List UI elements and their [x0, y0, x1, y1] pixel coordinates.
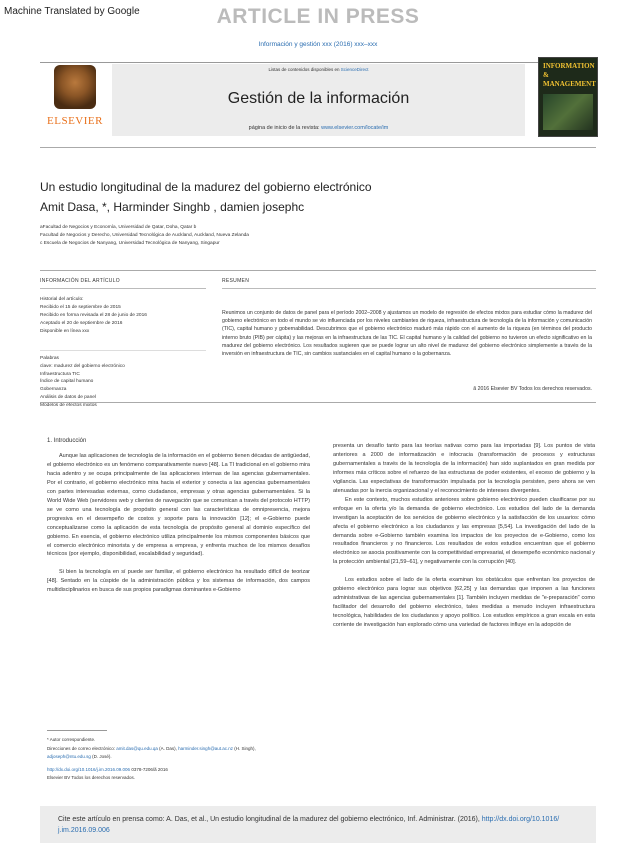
body-right-column — [333, 442, 595, 630]
homepage-link[interactable]: www.elsevier.com/locate/im — [321, 125, 389, 131]
footnote-doi — [47, 766, 317, 782]
journal-homepage — [112, 125, 525, 131]
keyword: Gobernanza — [40, 387, 67, 393]
paragraph: Los estudios sobre el lado de la oferta examinan los obstáculos que enfrentan los proyectos de gobierno electrónico para lograr sus objetivos [62,25] y las demandas que imponen a las funciones administrativas de las agencias gubernamentales [1]. También incluyen medidas de "e-preparación" como facilitador del desarrollo del gobierno electrónico, tales medidas a menudo incluyen infraestructura tecnológica, habilidades de los ciudadanos y apoyo político. Los estudios empíricos a gran escala en esta corriente de investigación han explorado cómo una variedad de factores influye en la adopción de — [333, 577, 595, 629]
paragraph: En este contexto, muchos estudios anteriores sobre gobierno electrónico pueden clasificarse por su enfoque en la oferta y/o la demanda de gobierno electrónico. Los estudios del lado de la demanda investigan la aceptación de los servicios de gobierno electrónico y la satisfacción de los usuarios: cómo afecta el gobierno electrónico a los ciudadanos y las empresas [5,54]. La investigación del lado de la demanda sobre e-Gobierno también examina los impactos de los proyectos de e-Gobierno, como los resultados financieros y no financieros. Los resultados de estos estudios encuentran que el gobierno electrónico se asocia positivamente con la competitividad empresarial, el desempeño económico nacional y la protección ambiental [21,59–61], y negativamente con la corrupción [40]. — [333, 496, 596, 566]
contents-line — [112, 67, 525, 72]
divider — [40, 288, 206, 289]
issn: 0378-7206/ã 2016 — [131, 767, 168, 772]
email-link[interactable]: amit.das@qu.edu.qa — [116, 745, 158, 751]
elsevier-tree-icon — [54, 65, 96, 109]
affiliation-a: aFacultad de Negocios y Economía, Universidad de Qatar, Doha, Qatar b — [40, 225, 197, 230]
article-in-press-banner: ARTICLE IN PRESS — [216, 5, 420, 28]
abstract-text: Reunimos un conjunto de datos de panel para el período 2002–2008 y ajustamos un modelo de regresión de efectos mixtos para estudiar cómo la madurez del gobierno electrónico en todo el mundo se vio influenciada por los niveles cambiantes de riqueza, infraestructura de tecnología de la información y comunicación (TIC), capital humano y gobernabilidad. Descubrimos que el gobierno electrónico maduró más rápido con el aumento de la riqueza (en términos del producto interno bruto (PIB) per cápita) y las mejoras en la infraestructura de las TIC. El capital humano y la calidad del gobierno no tuvieron un efecto significativo en la madurez del gobierno electrónico. Los resultados sugieren que se puede lograr un alto nivel de madurez del gobierno electrónico simplemente a través de la inversión en infraestructura de TIC, sin cambios sustanciales en el capital humano o la gobernanza. — [222, 310, 592, 358]
abstract-heading: RESUMEN — [222, 278, 250, 284]
article-history — [40, 296, 147, 336]
keyword: Modelos de efectos mixtos — [40, 402, 97, 408]
divider — [40, 350, 206, 351]
history-item: Disponible en línea xxx — [40, 329, 90, 334]
email-link[interactable]: adjoseph@ntu.edu.sg — [47, 754, 91, 759]
doi-link[interactable]: http://dx.doi.org/10.1016/j.im.2016.09.006 — [47, 767, 131, 772]
homepage-text: página de inicio de la revista: — [248, 125, 322, 131]
keyword: Análisis de datos de panel — [40, 394, 97, 400]
keyword: clave: madurez del gobierno electrónico — [40, 363, 125, 369]
paragraph: presenta un desafío tanto para las teorías nativas como para las importadas [9]. Los puntos de vista anteriores a 2000 de informatización e infocracia (transformación de procesos y estructuras gubernamentales a través de la tecnología de la información) han sido suplantados en gran medida por informes más críticos sobre el refuerzo de las estructuras de poder existentes, el exceso de gobierno y la vigilancia. Las expectativas de transformación impulsada por la tecnología persisten, pero ahora se ven atenuadas por la inercia organizacional y el reconocimiento de intereses divergentes. — [333, 443, 595, 494]
elsevier-wordmark: ELSEVIER — [47, 115, 103, 127]
rights-reserved: Elsevier BV Todos los derechos reservados. — [47, 775, 135, 780]
paragraph: Si bien la tecnología en sí puede ser familiar, el gobierno electrónico ha resultado difícil de teorizar [48]. Sentado en la cúspide de la administración pública y los sistemas de información, dos campos multidisciplinarios en busca de sus propios paradigmas dominantes e-Gobierno — [47, 569, 310, 594]
journal-cover — [538, 57, 598, 137]
citation-box — [40, 806, 596, 843]
history-item: Recibido en forma revisada el 28 de junio de 2016 — [40, 313, 147, 318]
divider — [222, 288, 596, 289]
affiliation-b: Facultad de Negocios y Derecho, Universidad Tecnológica de Auckland, Auckland, Nueva Zelanda — [40, 233, 249, 238]
journal-title: Gestión de la información — [227, 90, 410, 107]
footnote-correspondence — [47, 736, 317, 762]
keyword: Infraestructura TIC — [40, 371, 80, 377]
google-translate-label: Machine Translated by Google — [4, 6, 140, 17]
elsevier-logo — [42, 63, 108, 135]
history-item: Recibido el 15 de septiembre de 2015 — [40, 305, 121, 310]
divider — [40, 147, 596, 148]
keyword: Índice de capital humano — [40, 379, 94, 385]
journal-reference[interactable]: Información y gestión xxx (2016) xxx–xxx — [258, 41, 378, 48]
article-info-heading: INFORMACIÓN DEL ARTÍCULO — [40, 278, 120, 284]
email-addresses: Direcciones de correo electrónico: amit.das@qu.edu.qa (A. Das), harminder.singh@aut.ac.nz (H. Singh), adjoseph@ntu.edu.sg (D. José). — [47, 745, 256, 759]
paper-title: Un estudio longitudinal de la madurez del gobierno electrónico — [40, 180, 372, 194]
divider — [40, 402, 596, 403]
section-heading: 1. Introducción — [47, 438, 87, 444]
contents-text: Listas de contenidos disponibles en — [268, 67, 341, 72]
keywords-label: Palabras — [40, 356, 59, 361]
email-link[interactable]: harminder.singh@aut.ac.nz — [178, 745, 234, 751]
affiliations — [40, 224, 249, 248]
citation-doi-link[interactable]: http://dx.doi.org/10.1016/ j.im.2016.09.006 — [58, 816, 560, 834]
divider — [40, 270, 596, 271]
history-item: Aceptado el 20 de septiembre de 2016 — [40, 321, 123, 326]
sciencedirect-link[interactable]: ScienceDirect — [340, 67, 369, 72]
paper-authors: Amit Dasa, *, Harminder Singhb , damien josephc — [40, 200, 305, 214]
abstract-copyright: ã 2016 Elsevier BV Todos los derechos reservados. — [473, 386, 592, 392]
cover-image — [543, 94, 593, 130]
history-label: Historial del artículo: — [40, 297, 84, 302]
footnote-rule — [47, 730, 107, 731]
corresponding-author-note: * Autor correspondiente. — [47, 737, 96, 742]
affiliation-c: c Escuela de Negocios de Nanyang, Universidad Tecnológica de Nanyang, Singapur — [40, 241, 220, 246]
body-left-column — [47, 452, 310, 595]
citation-text: Cite este artículo en prensa como: A. Das, et al., Un estudio longitudinal de la madurez del gobierno electrónico, Inf. Administrar. (2016), http://dx.doi.org/10.1016/ j.im.2016.09.006 — [58, 816, 560, 834]
cover-title: INFORMATION & MANAGEMENT — [543, 62, 596, 88]
paragraph: Aunque las aplicaciones de tecnología de la información en el gobierno tienen décadas de antigüedad, el gobierno electrónico es un fenómeno comparativamente nuevo [48]. La TI tradicional en el gobierno mira hacia adentro y se ocupa principalmente de las aplicaciones internas de las agencias gubernamentales. Por el contrario, el gobierno electrónico mira hacia el exterior y conecta a las agencias gubernamentales con partes interesadas externas, como ciudadanos, empresas y otras agencias gubernamentales. Si la World Wide Web (servidores web y clientes de navegación que se comunican a través del protocolo HTTP) se ve como una tecnología de propósito general con las características de omnipresencia, mejora progresiva en el desempeño de costos y soporte para la innovación [12]; el e-Gobierno puede conceptualizarse como la aplicación de esta tecnología de propósito general al dominio específico del gobierno. En esencia, el gobierno electrónico utiliza principalmente los mismos componentes básicos que el comercio electrónico minorista y de empresa a empresa, y enfrenta muchos de los mismos desafíos técnicos (por ejemplo, disponibilidad, escalabilidad y seguridad). — [47, 453, 310, 558]
